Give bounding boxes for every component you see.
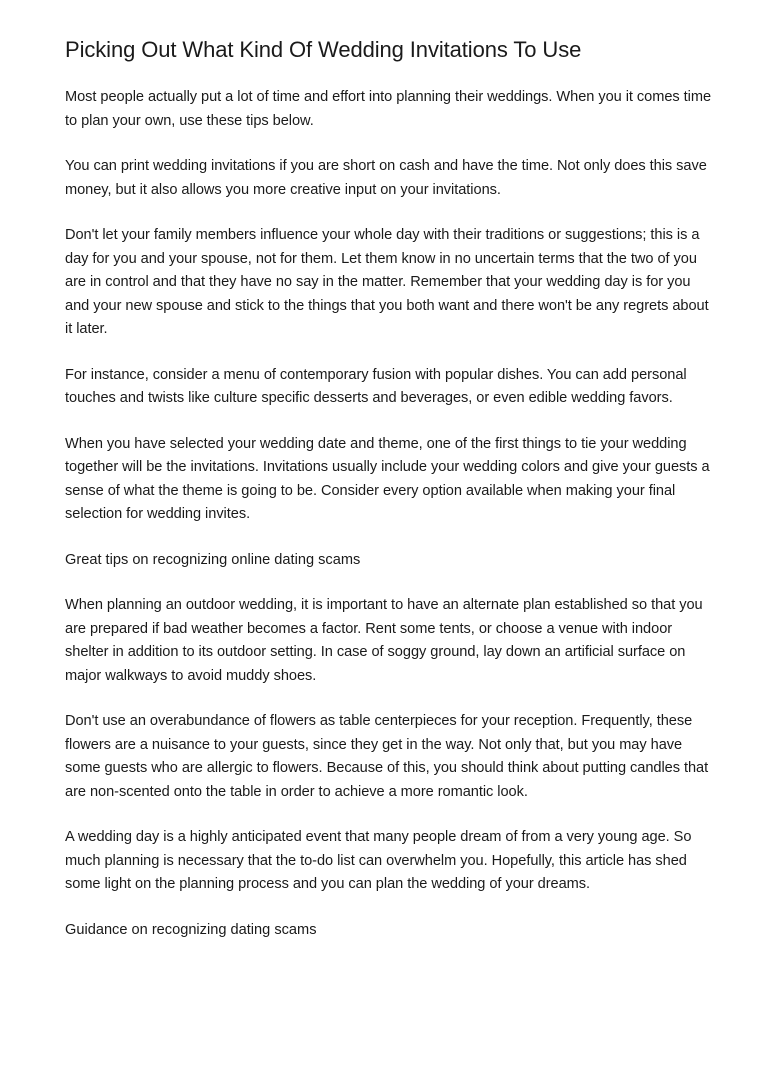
subheading-dating-scams-tips: Great tips on recognizing online dating scams <box>65 551 361 568</box>
paragraph-print-invitations: You can print wedding invitations if you are short on cash and have the time. Not only does this save money, but it also allows you more creative input on your invitations. <box>65 158 707 198</box>
paragraph-invitations-theme: When you have selected your wedding date and theme, one of the first things to tie your wedding together will be the invitations. Invitations usually include your wedding colors and give your guests a sense of what the theme is going to be. Consider every option available when making your final selection for wedding invites. <box>65 435 710 522</box>
document-page <box>65 36 713 964</box>
paragraph-family-influence: Don't let your family members influence your whole day with their traditions or suggestions; this is a day for you and your spouse, not for them. Let them know in no uncertain terms that the two of you are in control and that they have no say in the matter. Remember that your wedding day is for you and your new spouse and stick to the things that you both want and there won't be any regrets about it later. <box>65 227 709 337</box>
subheading-dating-scams-guidance: Guidance on recognizing dating scams <box>65 921 317 938</box>
paragraph-intro: Most people actually put a lot of time and effort into planning their weddings. When you it comes time to plan your own, use these tips below. <box>65 89 712 129</box>
paragraph-flowers: Don't use an overabundance of flowers as table centerpieces for your reception. Frequently, these flowers are a nuisance to your guests, since they get in the way. Not only that, but you may have some guests who are allergic to flowers. Because of this, you should think about putting candles that are non-scented onto the table in order to achieve a more romantic look. <box>65 713 709 800</box>
paragraph-outdoor-wedding: When planning an outdoor wedding, it is important to have an alternate plan established so that you are prepared if bad weather becomes a factor. Rent some tents, or choose a venue with indoor shelter in addition to its outdoor setting. In case of soggy ground, lay down an artificial surface on major walkways to avoid muddy shoes. <box>65 597 703 684</box>
page-title: Picking Out What Kind Of Wedding Invitations To Use <box>65 37 582 62</box>
paragraph-conclusion: A wedding day is a highly anticipated event that many people dream of from a very young age. So much planning is necessary that the to-do list can overwhelm you. Hopefully, this article has shed some light on the planning process and you can plan the wedding of your dreams. <box>65 829 692 892</box>
paragraph-menu: For instance, consider a menu of contemporary fusion with popular dishes. You can add personal touches and twists like culture specific desserts and beverages, or even edible wedding favors. <box>65 366 687 406</box>
